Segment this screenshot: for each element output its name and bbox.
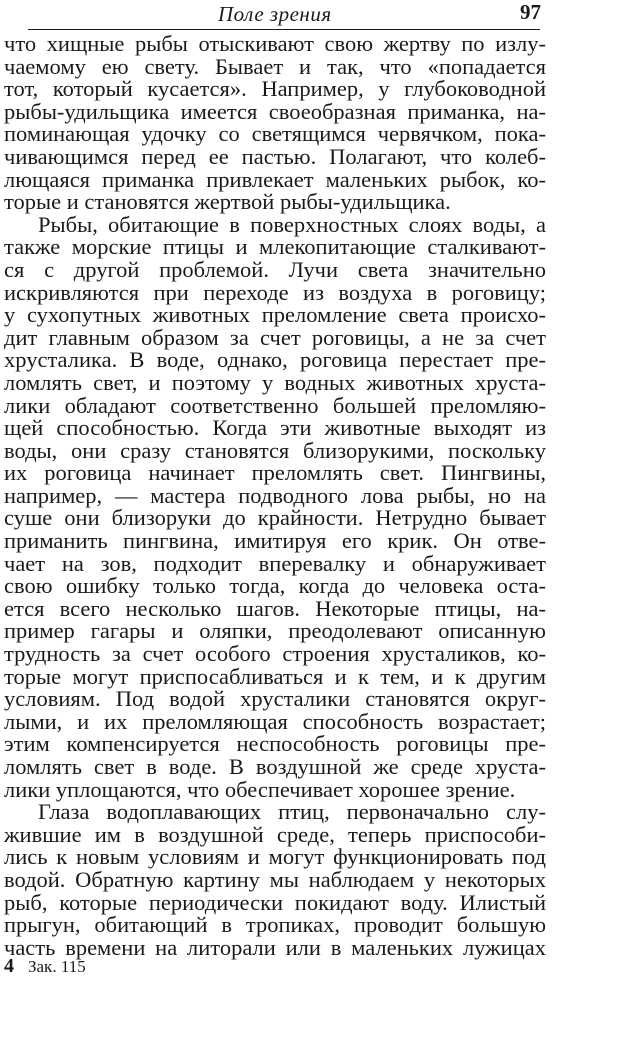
- text-line: рыбы-удильщика имеется своеобразная приманка, на-: [4, 98, 546, 124]
- text-line: Глаза водоплавающих птиц, первоначально слу-: [38, 799, 546, 825]
- page-footer: [4, 955, 86, 978]
- text-line: чает на зов, подходит вперевалку и обнаруживает: [4, 550, 546, 576]
- text-line: лики обладают соответственно большей преломляю-: [4, 392, 546, 418]
- text-line: прыгун, обитающий в тропиках, проводит большую: [4, 912, 546, 938]
- text-line: жившие им в воздушной среде, теперь приспособи-: [4, 821, 546, 847]
- text-line: лющаяся приманка привлекает маленьких рыбок, ко-: [4, 166, 546, 192]
- text-line: пример гагары и оляпки, преодолевают описанную: [4, 618, 546, 644]
- text-line: искривляются при переходе из воздуха в роговицу;: [4, 279, 546, 305]
- page-header: [0, 0, 620, 34]
- text-line: ломлять свет, и поэтому у водных животных хруста-: [4, 369, 546, 395]
- text-line: суше они близоруки до крайности. Нетрудно бывает: [4, 505, 546, 531]
- text-line: также морские птицы и млекопитающие сталкивают-: [4, 234, 546, 260]
- text-line: торые и становятся жертвой рыбы-удильщика.: [4, 189, 451, 215]
- text-line: лыми, и их преломляющая способность возрастает;: [4, 708, 546, 734]
- text-line: воды, они сразу становятся близорукими, поскольку: [4, 437, 546, 463]
- order-label: Зак. 115: [28, 957, 86, 976]
- text-line: условиям. Под водой хрусталики становятся округ-: [4, 686, 546, 712]
- text-line: Рыбы, обитающие в поверхностных слоях воды, а: [38, 211, 546, 237]
- text-line: чаемому ею свету. Бывает и так, что «попадается: [4, 53, 546, 79]
- text-line: трудность за счет особого строения хрусталиков, ко-: [4, 641, 546, 667]
- text-line: что хищные рыбы отыскивают свою жертву по излу-: [4, 31, 546, 56]
- text-line: поминающая удочку со светящимся червячком, пока-: [4, 121, 546, 147]
- text-line: ется всего несколько шагов. Некоторые птицы, на-: [4, 595, 546, 621]
- header-rule: [28, 29, 540, 30]
- text-line: ся с другой проблемой. Лучи света значительно: [4, 256, 546, 282]
- body-text: [4, 33, 546, 959]
- text-line: дит главным образом за счет роговицы, а не за счет: [4, 324, 546, 350]
- text-line: этим компенсируется неспособность роговицы пре-: [4, 731, 546, 757]
- text-line: их роговица начинает преломлять свет. Пингвины,: [4, 460, 546, 486]
- text-line: тот, который кусается». Например, у глубоководной: [4, 76, 546, 102]
- text-line: ломлять свет в воде. В воздушной же среде хруста-: [4, 754, 546, 779]
- text-line: лись к новым условиям и могут функционировать под: [4, 844, 546, 870]
- text-line: свою ошибку только тогда, когда до человека оста-: [4, 573, 546, 599]
- text-line: хрусталика. В воде, однако, роговица перестает пре-: [4, 347, 546, 373]
- text-line: например, — мастера подводного лова рыбы, но на: [4, 482, 546, 508]
- running-title: Поле зрения: [218, 2, 332, 26]
- text-line: щей способностью. Когда эти животные выходят из: [4, 415, 546, 441]
- text-line: чивающимся перед ее пастью. Полагают, что колеб-: [4, 143, 546, 169]
- page-number: 97: [520, 0, 541, 24]
- text-line: приманить пингвина, имитируя его крик. Он отве-: [4, 528, 546, 554]
- text-line: у сухопутных животных преломление света происхо-: [4, 302, 546, 328]
- text-line: часть времени на литорали или в маленьких лужицах: [4, 934, 546, 960]
- text-line: рыб, которые периодически покидают воду. Илистый: [4, 889, 546, 915]
- text-line: водой. Обратную картину мы наблюдаем у некоторых: [4, 866, 546, 892]
- signature-number: 4: [4, 955, 14, 977]
- text-line: торые могут приспосабливаться и к тем, и к другим: [4, 663, 546, 689]
- text-line: лики уплощаются, что обеспечивает хорошее зрение.: [4, 776, 516, 802]
